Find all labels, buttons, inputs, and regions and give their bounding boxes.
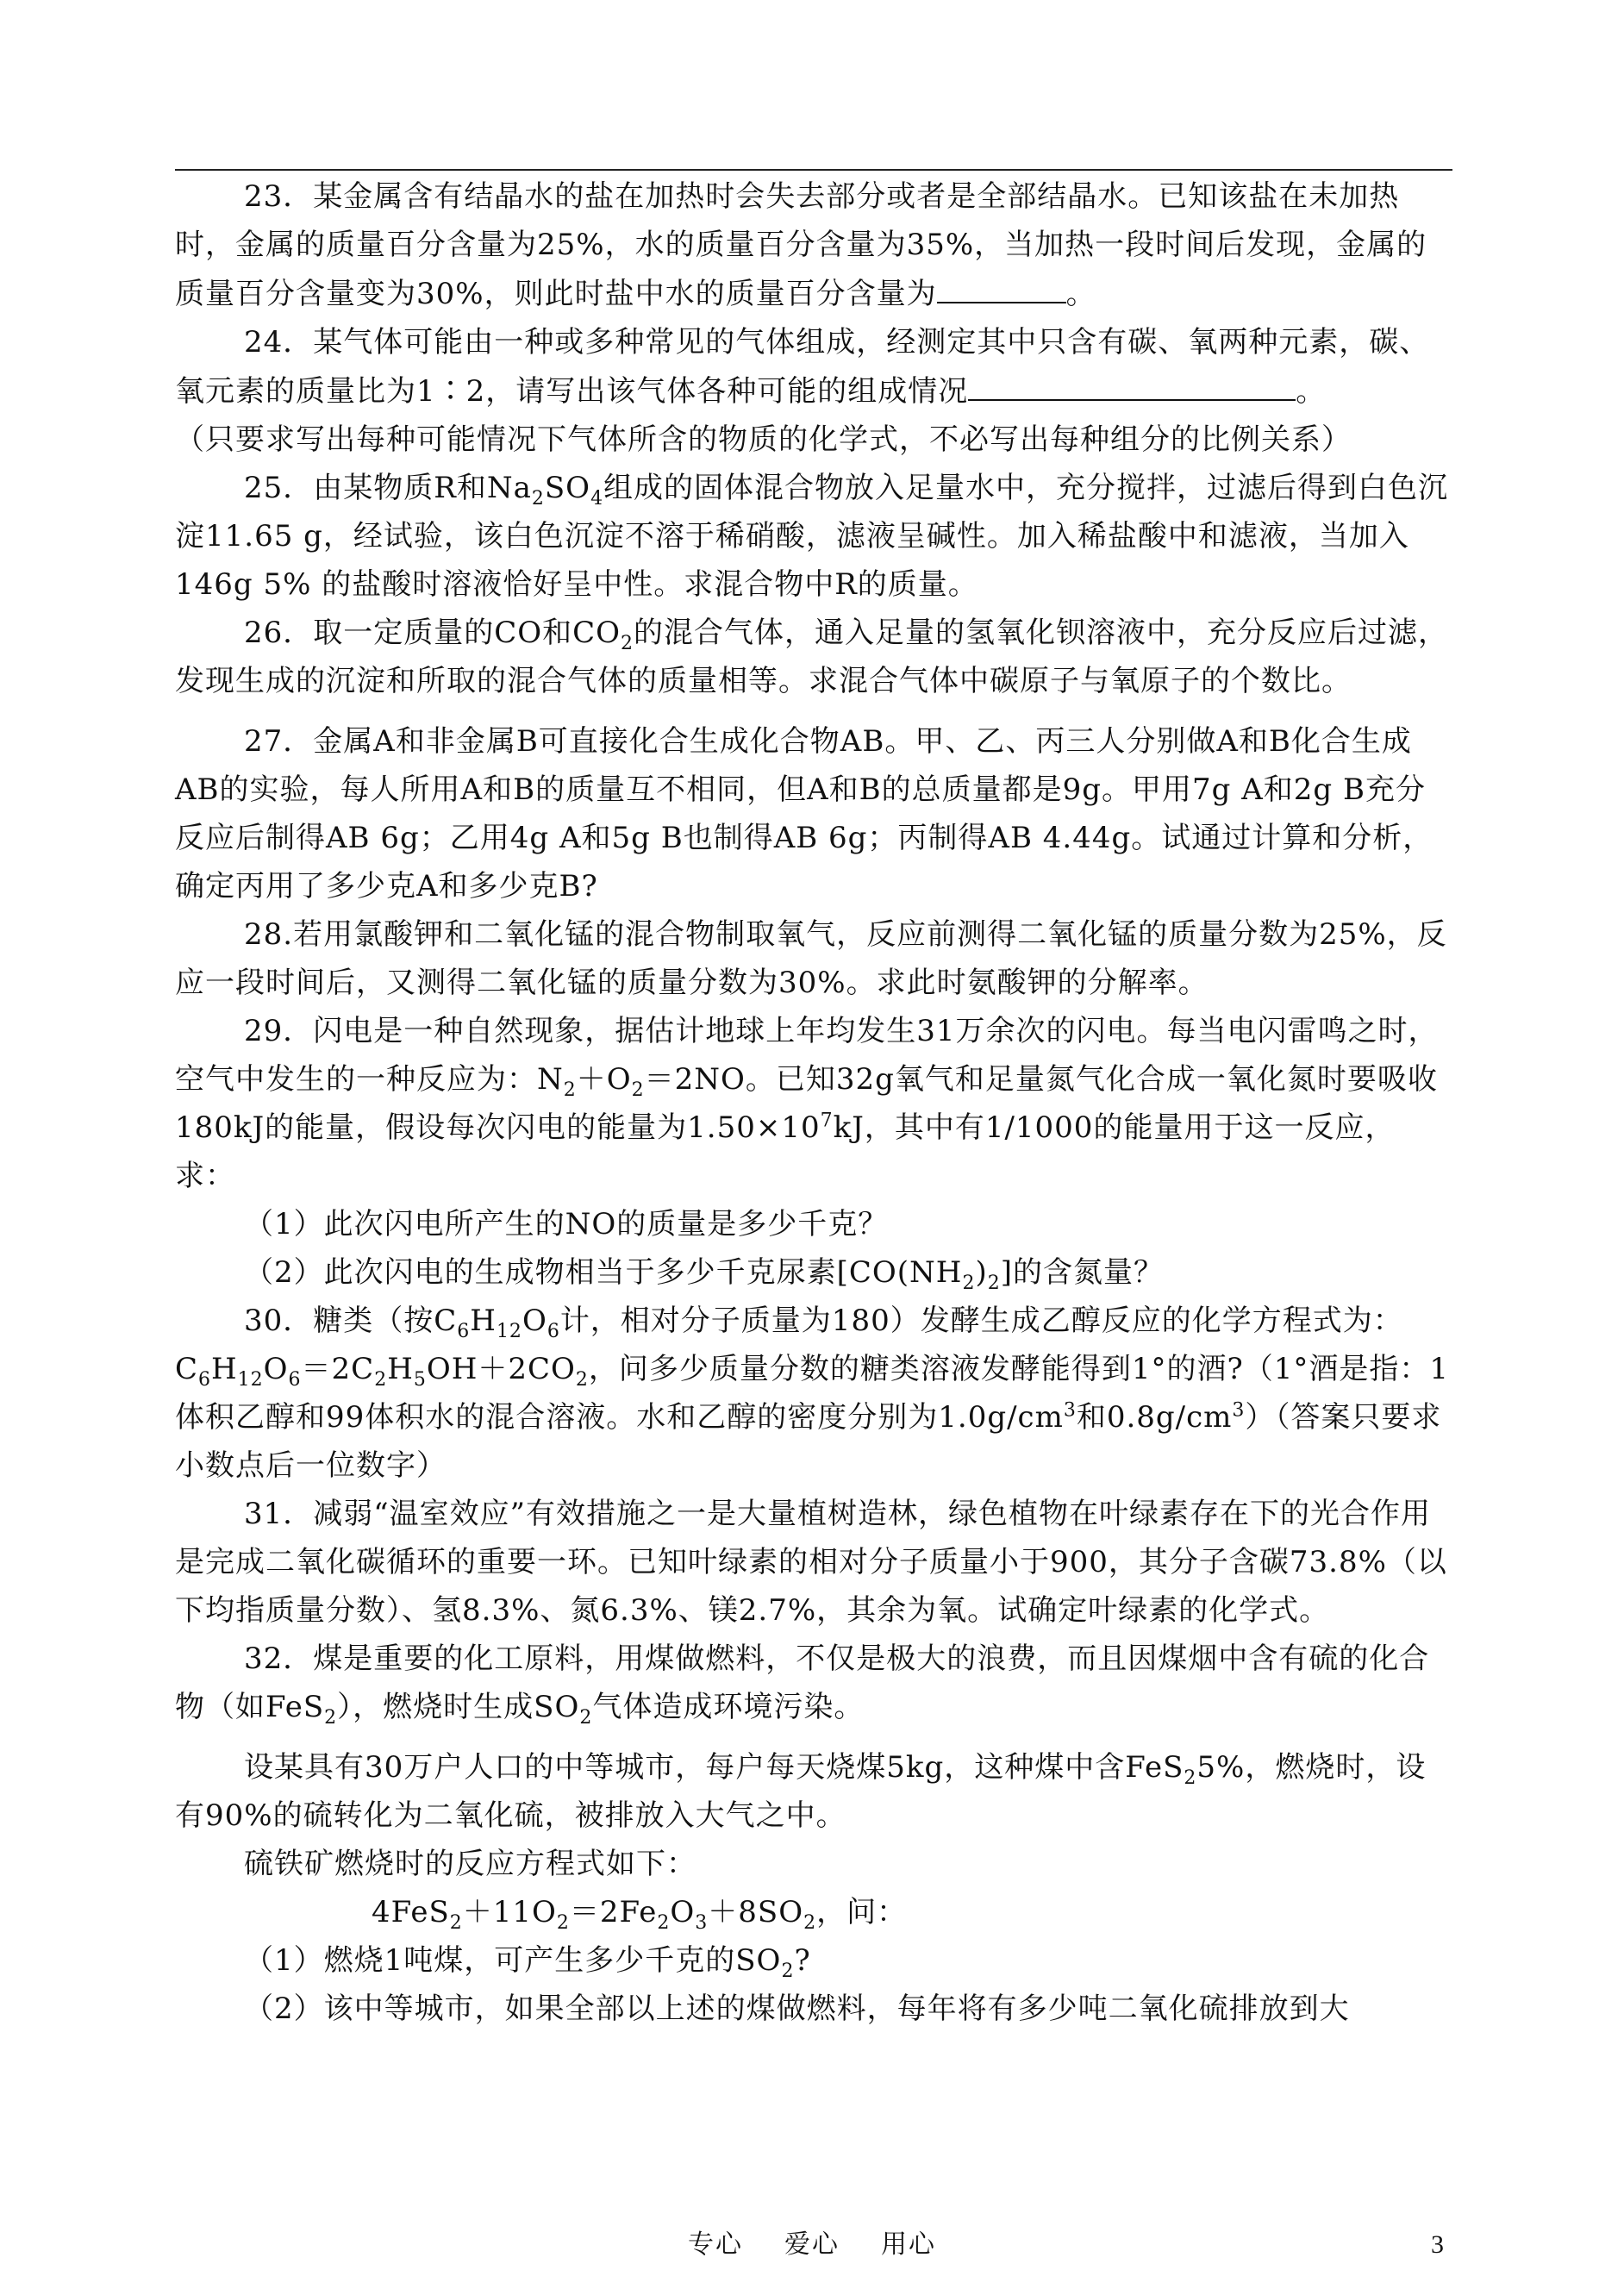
question-32-part-1: （1）燃烧1吨煤，可产生多少千克的$SO_2$?: [244, 1943, 811, 1982]
question-29-part-2: （2）此次闪电的生成物相当于多少千克尿素$[CO(NH_2)_2]$的含氮量？: [244, 1255, 1164, 1294]
document-body: [175, 172, 1452, 2033]
question-24-note: （只要求写出每种可能情况下气体所含的物质的化学式，不必写出每种组分的比例关系）: [175, 422, 1352, 457]
question-28: 28.若用氯酸钾和二氧化锰的混合物制取氧气，反应前测得二氧化锰的质量分数为25%，反应一段时间后，又测得二氧化锰的质量分数为30%。求此时氨酸钾的分解率。: [175, 917, 1447, 1000]
footer-motto: 专心 爱心 用心: [688, 2229, 936, 2260]
page-number: 3: [1431, 2230, 1444, 2259]
question-30: 30．糖类（按$C_6H_{12}O_6$计，相对分子质量为180）发酵生成乙醇反应的化学方程式为：$C_6H_{12}O_6=2C_2H_5OH+2CO_2$，问多少质量分数的糖类溶液发酵能得到1°的酒?（1°酒是指：1体积乙醇和99体积水的混合溶液。水和乙醇的密度分别为$1.0g/cm^3$和$0.8g/cm^3$）（答案只要求小数点后一位数字）: [175, 1304, 1450, 1483]
answer-blank: [968, 366, 1296, 401]
question-31: 31．减弱“温室效应”有效措施之一是大量植树造林，绿色植物在叶绿素存在下的光合作用是完成二氧化碳循环的重要一环。已知叶绿素的相对分子质量小于900，其分子含碳73.8%（以下均指质量分数）、氢8.3%、氮6.3%、镁2.7%，其余为氧。试确定叶绿素的化学式。: [175, 1497, 1447, 1628]
answer-blank: [937, 269, 1066, 303]
question-32-scenario: 设某具有30万户人口的中等城市，每户每天烧煤5kg，这种煤中含FeS$_2$5%，燃烧时，设有90%的硫转化为二氧化硫，被排放入大气之中。: [175, 1750, 1427, 1833]
question-29-part-1: （1）此次闪电所产生的NO的质量是多少千克？: [244, 1207, 889, 1241]
question-26: 26．取一定质量的CO和$CO_2$的混合气体，通入足量的氢氧化钡溶液中，充分反应后过滤，发现生成的沉淀和所取的混合气体的质量相等。求混合气体中碳原子与氧原子的个数比。: [175, 616, 1449, 698]
question-25: 25．由某物质R和$Na_2SO_4$组成的固体混合物放入足量水中，充分搅拌，过滤后得到白色沉淀11.65 g，经试验，该白色沉淀不溶于稀硝酸，滤液呈碱性。加入稀盐酸中和滤液，当加入146g 5% 的盐酸时溶液恰好呈中性。求混合物中R的质量。: [175, 471, 1449, 602]
question-32-equation: $4FeS_2+11O_2=2Fe_2O_3+8SO_2$，问：: [372, 1895, 908, 1934]
question-32: 32．煤是重要的化工原料，用煤做燃料，不仅是极大的浪费，而且因煤烟中含有硫的化合物（如FeS$_2$），燃烧时生成$SO_2$气体造成环境污染。: [175, 1642, 1430, 1729]
question-29: 29．闪电是一种自然现象，据估计地球上年均发生31万余次的闪电。每当电闪雷鸣之时，空气中发生的一种反应为：$N_2+O_2=2NO$。已知32g氧气和足量氮气化合成一氧化氮时要吸收180kJ的能量，假设每次闪电的能量为$1.50\times 10^7kJ$，其中有1/1000的能量用于这一反应，求：: [175, 1014, 1439, 1193]
question-32-reaction-intro: 硫铁矿燃烧时的反应方程式如下：: [244, 1847, 696, 1881]
header-rule: [175, 169, 1452, 171]
question-27: 27．金属A和非金属B可直接化合生成化合物AB。甲、乙、丙三人分别做A和B化合生成AB的实验，每人所用A和B的质量互不相同，但A和B的总质量都是9g。甲用7g A和2g B充分反应后制得AB 6g；乙用4g A和5g B也制得AB 6g；丙制得AB 4.44g。试通过计算和分析，确定丙用了多少克A和多少克B?: [175, 724, 1433, 904]
question-23: 23．某金属含有结晶水的盐在加热时会失去部分或者是全部结晶水。已知该盐在未加热时，金属的质量百分含量为25%，水的质量百分含量为35%，当加热一段时间后发现，金属的质量百分含量变为30%，则此时盐中水的质量百分含量为 。: [175, 179, 1427, 311]
question-32-part-2: （2）该中等城市，如果全部以上述的煤做燃料，每年将有多少吨二氧化硫排放到大: [244, 1992, 1350, 2026]
page-footer: [0, 2219, 1624, 2271]
question-24: 24．某气体可能由一种或多种常见的气体组成，经测定其中只含有碳、氧两种元素，碳、氧元素的质量比为1∶2，请写出该气体各种可能的组成情况 。: [175, 325, 1430, 409]
